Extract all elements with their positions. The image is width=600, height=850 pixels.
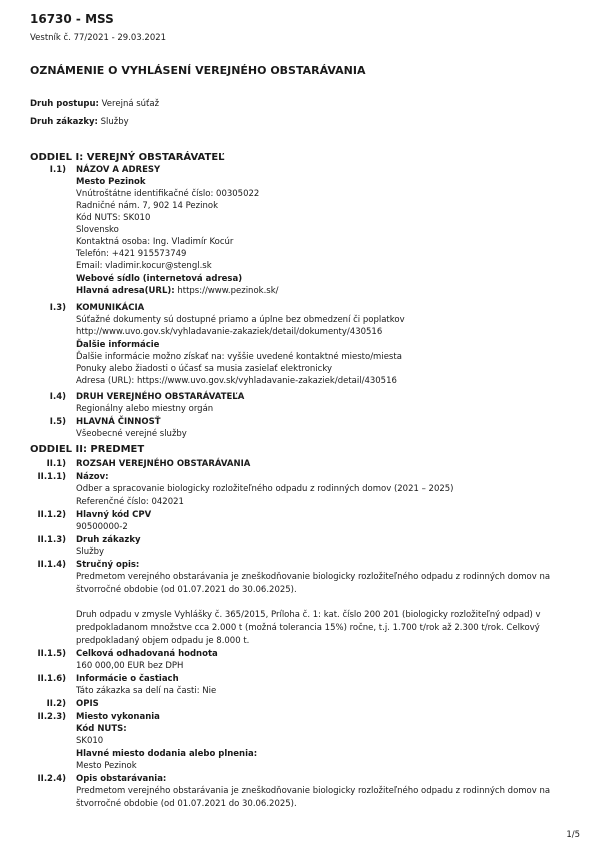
- ii2-number: II.2): [46, 699, 66, 709]
- ii15-number: II.1.5): [37, 649, 66, 659]
- contract-type-value-2: Služby: [76, 547, 105, 557]
- contact-person: Kontaktná osoba: Ing. Vladimír Kocúr: [76, 237, 234, 247]
- i4-heading: DRUH VEREJNÉHO OBSTARÁVATEĽA: [76, 392, 245, 402]
- cpv-code: 90500000-2: [76, 522, 128, 532]
- authority-name: Mesto Pezinok: [76, 177, 146, 187]
- i5-number: I.5): [49, 417, 66, 427]
- phone: Telefón: +421 915573749: [76, 249, 187, 259]
- nuts-heading: Kód NUTS:: [76, 724, 127, 734]
- procurement-description: Predmetom verejného obstarávania je zneškodňovanie biologicky rozložiteľného odpadu z rodinných domov na štvorročné obdobie (od 01.07.2021 do 30.06.2025).: [76, 786, 551, 809]
- more-info-location: Ďalšie informácie možno získať na: vyššie uvedené kontaktné miesto/miesta: [76, 352, 402, 362]
- nuts-value: SK010: [76, 736, 104, 746]
- i3-heading: KOMUNIKÁCIA: [76, 303, 145, 313]
- place-of-performance-heading: Miesto vykonania: [76, 712, 160, 722]
- submission-url[interactable]: Adresa (URL): https://www.uvo.gov.sk/vyhladavanie-zakaziek/detail/430516: [76, 376, 397, 386]
- i1-number: I.1): [49, 165, 66, 175]
- ii16-number: II.1.6): [37, 674, 66, 684]
- i4-number: I.4): [49, 392, 66, 402]
- lots-value: Táto zákazka sa delí na časti: Nie: [76, 686, 217, 696]
- ii1-heading: ROZSAH VEREJNÉHO OBSTARÁVANIA: [76, 459, 251, 469]
- main-url: [76, 285, 278, 297]
- contract-type-label: Druh zákazky:: [30, 117, 98, 127]
- address: Radničné nám. 7, 902 14 Pezinok: [76, 201, 218, 211]
- ii23-number: II.2.3): [37, 712, 66, 722]
- ii13-number: II.1.3): [37, 535, 66, 545]
- nuts-code: Kód NUTS: SK010: [76, 213, 151, 223]
- page-number: 1/5: [566, 830, 580, 840]
- short-description-p2: Druh odpadu v zmysle Vyhlášky č. 365/2015, Príloha č. 1: kat. číslo 200 201 (biologicky rozložiteľný odpad) v predpokladanom množstve cca 2.000 t (možná tolerancia 15%) ročne, t.j. 1.700 t/rok až 2.300 t/rok. Celkový predpokladaný objem odpadu je 8.000 t.: [76, 610, 541, 646]
- main-site-value: Mesto Pezinok: [76, 761, 137, 771]
- ii24-number: II.2.4): [37, 774, 66, 784]
- section-1-title: ODDIEL I: VEREJNÝ OBSTARÁVATEĽ: [30, 152, 225, 163]
- notice-number: 16730 - MSS: [30, 12, 114, 26]
- contract-type-value: Služby: [100, 117, 129, 127]
- contract-type: [30, 117, 129, 127]
- main-site-heading: Hlavné miesto dodania alebo plnenia:: [76, 749, 258, 759]
- estimated-value-heading: Celková odhadovaná hodnota: [76, 649, 218, 659]
- reference-number: Referenčné číslo: 042021: [76, 497, 184, 507]
- document-title: OZNÁMENIE O VYHLÁSENÍ VEREJNÉHO OBSTARÁVANIA: [30, 64, 366, 77]
- more-info-heading: Ďalšie informácie: [76, 340, 160, 350]
- i5-heading: HLAVNÁ ČINNOSŤ: [76, 417, 161, 427]
- cpv-heading: Hlavný kód CPV: [76, 510, 152, 520]
- national-id: Vnútroštátne identifikačné číslo: 00305022: [76, 189, 260, 199]
- documents-url[interactable]: http://www.uvo.gov.sk/vyhladavanie-zakaziek/detail/dokumenty/430516: [76, 327, 383, 337]
- website-heading: Webové sídlo (internetová adresa): [76, 274, 243, 284]
- email: Email: vladimir.kocur@stengl.sk: [76, 261, 212, 271]
- i3-number: I.3): [49, 303, 66, 313]
- main-url-link[interactable]: https://www.pezinok.sk/: [177, 286, 279, 296]
- estimated-value: 160 000,00 EUR bez DPH: [76, 661, 184, 671]
- title-heading: Názov:: [76, 472, 109, 482]
- authority-type: Regionálny alebo miestny orgán: [76, 404, 214, 414]
- ii12-number: II.1.2): [37, 510, 66, 520]
- procedure-type: [30, 99, 159, 109]
- bulletin-info: Vestník č. 77/2021 - 29.03.2021: [30, 33, 167, 43]
- contract-title: Odber a spracovanie biologicky rozložiteľného odpadu z rodinných domov (2021 – 2025): [76, 484, 454, 494]
- short-description-heading: Stručný opis:: [76, 560, 140, 570]
- documents-availability: Súťažné dokumenty sú dostupné priamo a úplne bez obmedzení či poplatkov: [76, 315, 405, 325]
- procedure-type-value: Verejná súťaž: [101, 99, 160, 109]
- ii11-number: II.1.1): [37, 472, 66, 482]
- section-2-title: ODDIEL II: PREDMET: [30, 444, 145, 455]
- main-url-label: Hlavná adresa(URL):: [76, 286, 175, 296]
- lots-heading: Informácie o častiach: [76, 674, 179, 684]
- ii1-number: II.1): [46, 459, 66, 469]
- contract-type-heading: Druh zákazky: [76, 535, 141, 545]
- main-activity: Všeobecné verejné služby: [76, 429, 187, 439]
- i1-heading: NÁZOV A ADRESY: [76, 165, 161, 175]
- submission-method: Ponuky alebo žiadosti o účasť sa musia zasielať elektronicky: [76, 364, 332, 374]
- procurement-description-heading: Opis obstarávania:: [76, 774, 167, 784]
- country: Slovensko: [76, 225, 119, 235]
- description-heading: OPIS: [76, 699, 99, 709]
- procedure-type-label: Druh postupu:: [30, 99, 99, 109]
- ii14-number: II.1.4): [37, 560, 66, 570]
- short-description-p1: Predmetom verejného obstarávania je zneškodňovanie biologicky rozložiteľného odpadu z rodinných domov na štvorročné obdobie (od 01.07.2021 do 30.06.2025).: [76, 572, 551, 595]
